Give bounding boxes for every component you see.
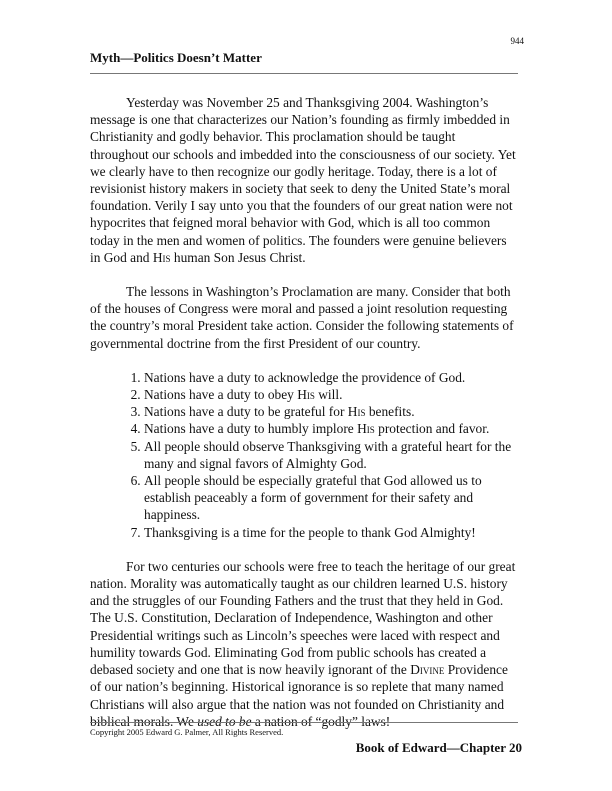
list-item-text-end: benefits. (365, 404, 415, 420)
list-item-text: Thanksgiving is a time for the people to thank God Almighty! (144, 524, 476, 540)
paragraph-3-text-end: a nation of “godly” laws! (251, 713, 391, 729)
numbered-list (90, 369, 516, 541)
list-item-text: Nations have a duty to be grateful for (144, 404, 348, 420)
footer-rule (90, 722, 518, 723)
copyright-notice: Copyright 2005 Edward G. Palmer, All Rights Reserved. (90, 727, 284, 737)
header-rule (90, 73, 518, 74)
small-caps-his: His (347, 404, 366, 420)
running-title: Myth—Politics Doesn’t Matter (90, 50, 262, 65)
page-number: 944 (510, 36, 524, 46)
book-chapter-label: Book of Edward—Chapter 20 (355, 740, 522, 755)
paragraph-2: The lessons in Washington’s Proclamation are many. Consider that both of the houses of Congress were moral and passed a joint resolution requesting the country’s moral President take action. Consider the following statements of governmental doctrine from the first President of our country. (90, 284, 514, 351)
list-item (144, 420, 516, 437)
small-caps-his: His (152, 249, 171, 265)
small-caps-his: His (297, 387, 315, 403)
paragraph-1-text-end: human Son Jesus Christ. (170, 249, 306, 265)
list-item-text-end: protection and favor. (374, 421, 490, 437)
body-text (90, 94, 516, 747)
list-item-text: All people should observe Thanksgiving with a grateful heart for the many and signal favors of Almighty God. (144, 438, 512, 471)
list-item-text: Nations have a duty to obey (144, 387, 298, 403)
paragraph-1 (90, 94, 516, 266)
list-item-text: Nations have a duty to humbly implore (144, 421, 358, 437)
paragraph-3-text-mid: Providence of our nation’s beginning. Historical ignorance is so replete that many named Christians will also argue that the nation was not founded on Christianity and biblical morals. We (90, 662, 508, 729)
list-item (144, 403, 516, 420)
paragraph-3 (90, 558, 516, 730)
emphasis-used-to-be: used to be (197, 713, 252, 729)
list-item (144, 524, 516, 541)
small-caps-his: His (357, 421, 375, 437)
list-item (144, 438, 516, 472)
list-item (144, 386, 516, 403)
list-item (144, 369, 516, 386)
list-item-text: Nations have a duty to acknowledge the providence of God. (144, 369, 466, 385)
paragraph-3-text: For two centuries our schools were free to teach the heritage of our great nation. Morality was automatically taught as our children learned U.S. history and the struggles of our Founding Fathers and the trust that they held in God. The U.S. Constitution, Declaration of Independence, Washington and other Presidential writings such as Lincoln’s speeches were laced with respect and humility towards God. Eliminating God from public schools has created a debased society and one that is now heavily ignorant of the (90, 558, 516, 678)
list-item (144, 472, 516, 524)
small-caps-divine: Divine (410, 662, 445, 678)
paragraph-1-text: Yesterday was November 25 and Thanksgiving 2004. Washington’s message is one that characterizes our Nation’s founding as firmly imbedded in Christianity and godly behavior. This proclamation should be taught throughout our schools and imbedded into the consciousness of our society. Yet we clearly have to then recognize our godly heritage. Today, there is a lot of revisionist history makers in society that seek to deny the United State’s moral foundation. Verily I say unto you that the founders of our great nation were not hypocrites that feigned moral behavior with God, which is all too common today in the men and women of politics. The founders were genuine believers in God and (90, 95, 516, 265)
list-item-text: All people should be especially grateful that God allowed us to establish peaceably a form of government for their safety and happiness. (144, 473, 482, 523)
list-item-text-end: will. (314, 387, 343, 403)
